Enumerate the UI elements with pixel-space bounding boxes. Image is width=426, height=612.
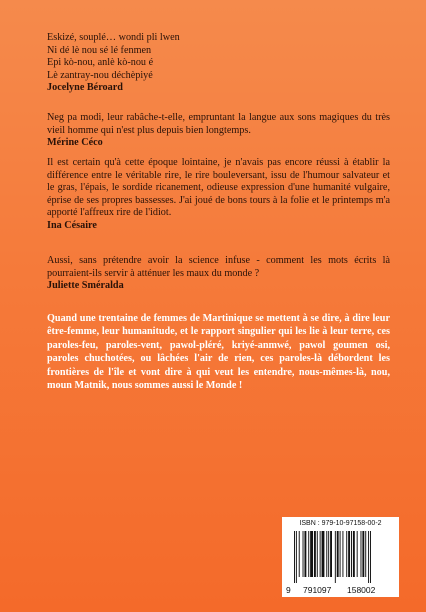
barcode-digits-right: 158002 [347,585,376,595]
barcode-bars-icon [282,531,399,583]
barcode-digits-left: 791097 [303,585,332,595]
back-cover-blurb: Quand une trentaine de femmes de Martinique se mettent à se dire, à dire leur être-femme, leur humanitude, et le rapport singulier qui les lie à leur terre, ces paroles-feu, paroles-vent, pawol-pléré, kriyé-anmwé, pawol goumen osi, paroles chuchotées, ou lâchées l'air de rien, ces paroles-là débordent les frontières de l'île et vont dire à qui veut les entendre, nous-mêmes-là, nou, moun Matnik, nous sommes aussi le Monde ! [47,313,390,392]
quote-author: Juliette Sméralda [47,280,124,292]
quote-author: Jocelyne Béroard [47,82,123,94]
quote-text: Il est certain qu'à cette époque lointaine, je n'avais pas encore réussi à établir la différence entre le véritable rire, le rire bouleversant, issu de l'humour salvateur et le gras, l'épais, le sordide ricanement, odieuse expression d'une humanité vulgaire, éprise de ses propres bassesses. J'ai joué de bons tours à la folie et le printemps m'a apporté l'affreux rire de l'idiot. [47,157,390,219]
poem-line: Epi kò-nou, anlè kò-nou é [47,57,154,69]
barcode-digit-first: 9 [286,585,291,595]
quote-author: Mérine Céco [47,137,103,149]
poem-line: Lè zantray-nou déchèpiyé [47,69,153,81]
quote-smeralda [47,255,390,293]
quote-author: Ina Césaire [47,219,97,231]
quote-text: Neg pa modi, leur rabâche-t-elle, empruntant la langue aux sons magiques du très vieil homme qui n'est plus depuis bien longtemps. [47,112,390,136]
poem-line: Eskizé, souplé… wondi pli lwen [47,32,180,43]
isbn-barcode [282,517,399,597]
poem-line: Ni dé lè nou sé lé fenmen [47,44,152,56]
quote-cesaire [47,157,390,233]
isbn-label: ISBN : 979-10-97158-00-2 [299,520,382,527]
quote-text: Aussi, sans prétendre avoir la science infuse - comment les mots écrits là pourraient-ils servir à atténuer les maux du monde ? [47,255,390,279]
quote-ceco [47,112,390,150]
quote-poem [47,32,390,95]
